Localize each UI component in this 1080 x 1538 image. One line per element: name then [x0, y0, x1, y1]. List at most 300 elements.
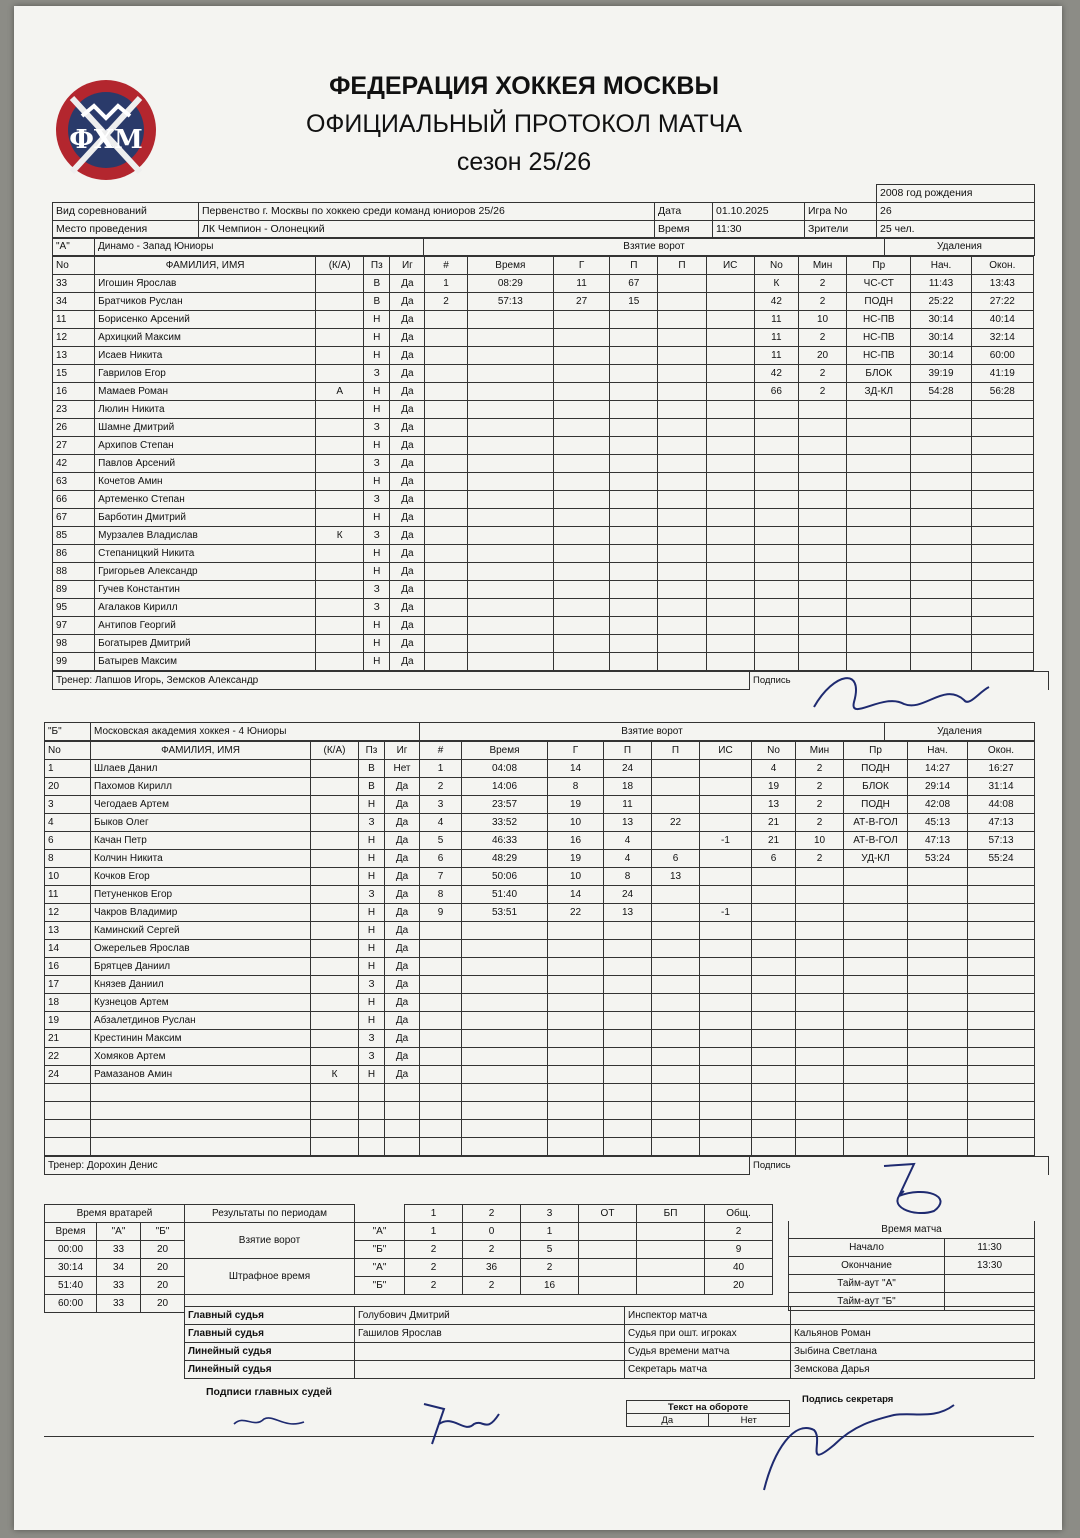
goal-time: 04:08 — [462, 760, 548, 778]
player-name: Качан Петр — [91, 832, 311, 850]
table-row — [53, 275, 1034, 293]
table-row — [45, 1030, 1035, 1048]
goal-situation — [706, 491, 754, 509]
goal-time — [467, 347, 553, 365]
period-value-1: 2 — [463, 1241, 521, 1259]
goal-time: 57:13 — [467, 293, 553, 311]
penalty-player — [754, 509, 798, 527]
goal-scorer — [548, 1102, 604, 1120]
goal-time — [467, 599, 553, 617]
penalty-start — [911, 437, 971, 455]
penalty-player — [752, 1030, 796, 1048]
player-name: Шамне Дмитрий — [95, 419, 316, 437]
penalty-reason — [844, 940, 908, 958]
player-role — [316, 455, 364, 473]
player-number: 21 — [45, 1030, 91, 1048]
penalty-end — [968, 994, 1035, 1012]
penalty-end: 57:13 — [968, 832, 1035, 850]
player-played: Да — [390, 473, 425, 491]
table-row — [45, 868, 1035, 886]
goal-assist-1 — [610, 401, 658, 419]
goal-assist-2 — [652, 832, 700, 850]
col-p1: П — [610, 257, 658, 275]
competition-value: Первенство г. Москвы по хоккею среди команд юниоров 25/26 — [199, 203, 655, 221]
player-number — [45, 1084, 91, 1102]
player-played — [385, 1138, 420, 1156]
goal-time — [467, 563, 553, 581]
table-row — [45, 976, 1035, 994]
period-value-0: 2 — [405, 1259, 463, 1277]
player-number: 18 — [45, 994, 91, 1012]
table-row — [53, 473, 1034, 491]
table-row — [53, 599, 1034, 617]
goal-assist-2 — [658, 545, 706, 563]
penalty-player — [754, 455, 798, 473]
team-b-tag: "Б" — [45, 723, 91, 741]
back-text-no: Нет — [708, 1414, 790, 1427]
goal-number: 1 — [420, 760, 462, 778]
goal-time — [462, 1102, 548, 1120]
player-role: К — [316, 527, 364, 545]
goal-scorer: 11 — [554, 275, 610, 293]
penalty-end — [968, 976, 1035, 994]
penalty-player — [752, 1012, 796, 1030]
team-b-name: Московская академия хоккея - 4 Юниоры — [91, 723, 420, 741]
table-row — [53, 419, 1034, 437]
goal-scorer — [548, 940, 604, 958]
penalty-reason — [847, 617, 911, 635]
penalty-start: 42:08 — [908, 796, 968, 814]
competition-label: Вид соревнований — [53, 203, 199, 221]
penalty-end — [968, 1138, 1035, 1156]
player-name: Люлин Никита — [95, 401, 316, 419]
goal-assist-2 — [652, 1102, 700, 1120]
penalty-player: 42 — [754, 293, 798, 311]
penalty-minutes — [798, 527, 846, 545]
goal-time: 33:52 — [462, 814, 548, 832]
player-position: Н — [364, 545, 390, 563]
goalie-time: 30:14 — [45, 1259, 97, 1277]
player-number: 13 — [53, 347, 95, 365]
penalty-minutes — [798, 473, 846, 491]
player-name: Пахомов Кирилл — [91, 778, 311, 796]
penalty-player — [752, 1048, 796, 1066]
goal-assist-2: 22 — [652, 814, 700, 832]
goal-number — [425, 401, 467, 419]
row-a: "А" — [355, 1223, 405, 1241]
goal-assist-1 — [604, 1084, 652, 1102]
penalty-reason — [844, 1066, 908, 1084]
goal-scorer: 10 — [548, 814, 604, 832]
player-name: Гаврилов Егор — [95, 365, 316, 383]
penalty-start — [911, 491, 971, 509]
goal-situation — [700, 760, 752, 778]
player-position: Н — [364, 635, 390, 653]
goal-time — [467, 329, 553, 347]
player-position: З — [359, 1048, 385, 1066]
penalty-player — [752, 976, 796, 994]
goal-scorer — [554, 347, 610, 365]
player-role — [311, 796, 359, 814]
penalty-reason — [847, 419, 911, 437]
penalty-end — [968, 886, 1035, 904]
period-value-2: 2 — [521, 1259, 579, 1277]
goal-assist-1: 4 — [604, 850, 652, 868]
goal-time — [467, 365, 553, 383]
back-text-label: Текст на обороте — [627, 1401, 790, 1414]
line-ref1-label: Линейный судья — [185, 1343, 355, 1361]
col-ig: Иг — [385, 742, 420, 760]
goal-situation — [700, 940, 752, 958]
penalty-start: 30:14 — [911, 329, 971, 347]
goal-time — [467, 491, 553, 509]
penalty-player — [754, 491, 798, 509]
player-name: Исаев Никита — [95, 347, 316, 365]
goalie-h-a: "А" — [97, 1223, 141, 1241]
goal-situation — [706, 473, 754, 491]
goal-assist-1 — [610, 311, 658, 329]
player-played: Да — [390, 365, 425, 383]
player-played: Да — [390, 581, 425, 599]
back-text-yes: Да — [627, 1414, 709, 1427]
penalty-reason — [847, 545, 911, 563]
goal-situation — [700, 814, 752, 832]
player-role — [311, 778, 359, 796]
player-name: Мурзалев Владислав — [95, 527, 316, 545]
goal-time: 46:33 — [462, 832, 548, 850]
goal-time — [467, 617, 553, 635]
goal-scorer — [554, 527, 610, 545]
player-played: Да — [385, 886, 420, 904]
penalty-minutes — [798, 581, 846, 599]
penalty-minutes — [798, 563, 846, 581]
goal-time — [467, 545, 553, 563]
player-role — [316, 491, 364, 509]
player-name: Мамаев Роман — [95, 383, 316, 401]
penalty-end: 32:14 — [971, 329, 1033, 347]
penalty-player: 13 — [752, 796, 796, 814]
goal-situation — [706, 275, 754, 293]
goal-situation — [706, 653, 754, 671]
goal-assist-2 — [658, 437, 706, 455]
goal-assist-2 — [658, 383, 706, 401]
player-number: 8 — [45, 850, 91, 868]
player-played: Нет — [385, 760, 420, 778]
goal-situation — [706, 545, 754, 563]
goal-scorer: 19 — [548, 796, 604, 814]
goal-assist-1: 24 — [604, 760, 652, 778]
penalty-reason — [844, 976, 908, 994]
table-row — [45, 760, 1035, 778]
match-end: 13:30 — [945, 1257, 1035, 1275]
goal-situation — [706, 383, 754, 401]
goal-assist-1: 18 — [604, 778, 652, 796]
goal-number — [420, 940, 462, 958]
penalty-minutes — [796, 904, 844, 922]
table-row — [53, 545, 1034, 563]
player-played: Да — [390, 311, 425, 329]
penalty-end — [968, 904, 1035, 922]
period-value-3 — [579, 1223, 637, 1241]
penalty-end — [968, 1048, 1035, 1066]
goal-assist-2 — [652, 1066, 700, 1084]
player-number: 23 — [53, 401, 95, 419]
goal-assist-1 — [604, 1048, 652, 1066]
player-name: Гучев Константин — [95, 581, 316, 599]
player-position: Н — [364, 437, 390, 455]
goal-assist-1 — [604, 994, 652, 1012]
penalty-reason: НС-ПВ — [847, 347, 911, 365]
penalty-minutes — [798, 509, 846, 527]
penalty-player — [754, 419, 798, 437]
player-position: З — [364, 455, 390, 473]
match-time-title: Время матча — [789, 1221, 1035, 1239]
officials-left — [184, 1306, 625, 1379]
goal-time — [462, 1030, 548, 1048]
penalty-player — [752, 1102, 796, 1120]
penalty-end: 55:24 — [968, 850, 1035, 868]
player-played: Да — [390, 293, 425, 311]
penalty-start: 30:14 — [911, 347, 971, 365]
goal-number — [420, 994, 462, 1012]
penalty-minutes — [798, 437, 846, 455]
table-row — [45, 1012, 1035, 1030]
goal-number — [425, 455, 467, 473]
goal-situation — [700, 1030, 752, 1048]
goal-situation — [706, 509, 754, 527]
row-b: "Б" — [355, 1241, 405, 1259]
player-role — [316, 347, 364, 365]
period-value-1: 2 — [463, 1277, 521, 1295]
penalty-minutes — [796, 1066, 844, 1084]
goal-assist-1: 15 — [610, 293, 658, 311]
penalty-start — [911, 527, 971, 545]
penalty-minutes — [796, 886, 844, 904]
period-value-5: 9 — [705, 1241, 773, 1259]
player-name: Ожерельев Ярослав — [91, 940, 311, 958]
penalty-reason — [844, 886, 908, 904]
penalty-player — [752, 1138, 796, 1156]
goal-number — [425, 437, 467, 455]
goal-time — [462, 976, 548, 994]
penalty-minutes — [796, 976, 844, 994]
table-row — [53, 635, 1034, 653]
player-number: 34 — [53, 293, 95, 311]
player-name: Архипов Степан — [95, 437, 316, 455]
goal-number — [420, 1084, 462, 1102]
goal-assist-2 — [652, 904, 700, 922]
player-number: 3 — [45, 796, 91, 814]
player-position: Н — [359, 868, 385, 886]
table-row — [45, 1138, 1035, 1156]
goal-scorer: 19 — [548, 850, 604, 868]
penalty-minutes: 2 — [796, 760, 844, 778]
player-position: Н — [364, 311, 390, 329]
penalty-end — [971, 581, 1033, 599]
date-label: Дата — [655, 203, 713, 221]
col-ka: (К/А) — [316, 257, 364, 275]
table-row — [45, 1048, 1035, 1066]
table-row — [45, 958, 1035, 976]
goal-situation — [706, 311, 754, 329]
table-row — [45, 778, 1035, 796]
player-position: В — [364, 275, 390, 293]
penalty-player — [752, 940, 796, 958]
penalty-end — [968, 958, 1035, 976]
goalie-row — [45, 1259, 185, 1277]
goal-number — [425, 599, 467, 617]
player-number: 33 — [53, 275, 95, 293]
goal-assist-1: 8 — [604, 868, 652, 886]
col-p2: П — [652, 742, 700, 760]
penalty-minutes — [796, 1138, 844, 1156]
goal-scorer — [554, 311, 610, 329]
penalty-minutes — [796, 1048, 844, 1066]
player-position: Н — [359, 922, 385, 940]
player-position: З — [359, 814, 385, 832]
penalty-player — [752, 1084, 796, 1102]
goalie-time: 60:00 — [45, 1295, 97, 1313]
goal-assist-2 — [652, 778, 700, 796]
team-a-header — [52, 237, 1035, 256]
goalie-a: 33 — [97, 1277, 141, 1295]
player-played: Да — [390, 437, 425, 455]
player-name: Борисенко Арсений — [95, 311, 316, 329]
player-role: А — [316, 383, 364, 401]
goal-assist-1 — [610, 545, 658, 563]
goal-number — [425, 563, 467, 581]
player-position: З — [364, 581, 390, 599]
goal-assist-2 — [652, 922, 700, 940]
table-row — [45, 1084, 1035, 1102]
goal-number: 7 — [420, 868, 462, 886]
penalty-start — [908, 976, 968, 994]
goal-assist-2 — [658, 401, 706, 419]
goal-assist-1 — [610, 347, 658, 365]
goal-situation — [700, 976, 752, 994]
col-min: Мин — [798, 257, 846, 275]
player-number: 97 — [53, 617, 95, 635]
goal-number — [420, 922, 462, 940]
player-role — [311, 760, 359, 778]
player-played: Да — [390, 545, 425, 563]
timekeeper-label: Судья времени матча — [625, 1343, 791, 1361]
player-position: Н — [364, 329, 390, 347]
penalty-end — [971, 599, 1033, 617]
team-b-sign-label: Подпись — [750, 1157, 1049, 1175]
player-number: 6 — [45, 832, 91, 850]
player-number: 1 — [45, 760, 91, 778]
col-p2: П — [658, 257, 706, 275]
penalty-minutes: 10 — [798, 311, 846, 329]
player-played — [385, 1120, 420, 1138]
goal-number — [420, 976, 462, 994]
penalty-player — [752, 868, 796, 886]
col-no: No — [53, 257, 95, 275]
goal-situation — [700, 922, 752, 940]
penalty-end — [971, 401, 1033, 419]
period-value-4 — [637, 1241, 705, 1259]
penalty-player: 11 — [754, 311, 798, 329]
team-b-rows — [45, 760, 1035, 1156]
penalty-player — [754, 473, 798, 491]
goal-assist-2 — [658, 527, 706, 545]
goal-time — [467, 383, 553, 401]
player-played: Да — [385, 1012, 420, 1030]
penalty-reason: ЧС-СТ — [847, 275, 911, 293]
penalty-minutes — [796, 940, 844, 958]
penalty-reason: АТ-В-ГОЛ — [844, 814, 908, 832]
player-position: В — [359, 778, 385, 796]
penalty-player — [754, 527, 798, 545]
row-a: "А" — [355, 1259, 405, 1277]
goalie-h-time: Время — [45, 1223, 97, 1241]
penalty-reason: ЗД-КЛ — [847, 383, 911, 401]
player-role — [316, 275, 364, 293]
goal-situation — [700, 1012, 752, 1030]
table-row — [45, 994, 1035, 1012]
secretary-label: Секретарь матча — [625, 1361, 791, 1379]
goal-scorer — [554, 329, 610, 347]
player-position: Н — [364, 617, 390, 635]
goal-time — [467, 509, 553, 527]
goal-assist-2 — [658, 581, 706, 599]
penalty-reason — [844, 1102, 908, 1120]
goal-time: 08:29 — [467, 275, 553, 293]
goal-assist-1: 4 — [604, 832, 652, 850]
goal-time — [467, 473, 553, 491]
team-b-section — [44, 722, 1049, 1175]
goal-situation: -1 — [700, 832, 752, 850]
col-start: Нач. — [911, 257, 971, 275]
penalty-minutes — [796, 922, 844, 940]
goal-assist-1 — [610, 383, 658, 401]
player-position: Н — [364, 383, 390, 401]
player-position: Н — [364, 347, 390, 365]
player-played: Да — [390, 635, 425, 653]
goal-assist-2 — [652, 940, 700, 958]
table-row — [53, 563, 1034, 581]
penalty-start: 30:14 — [911, 311, 971, 329]
player-role — [311, 832, 359, 850]
player-role — [311, 976, 359, 994]
penalty-minutes: 2 — [796, 814, 844, 832]
period-value-3 — [579, 1277, 637, 1295]
penalty-player: 19 — [752, 778, 796, 796]
penalty-start: 47:13 — [908, 832, 968, 850]
goal-situation — [700, 796, 752, 814]
goal-assist-2 — [652, 1048, 700, 1066]
goal-number — [425, 635, 467, 653]
goal-number: 3 — [420, 796, 462, 814]
player-name: Чегодаев Артем — [91, 796, 311, 814]
penalty-minutes — [796, 1030, 844, 1048]
penalty-player: 4 — [752, 760, 796, 778]
goal-time: 48:29 — [462, 850, 548, 868]
table-row — [45, 1102, 1035, 1120]
penalty-minutes — [798, 617, 846, 635]
goal-number — [425, 617, 467, 635]
penalty-player — [752, 994, 796, 1012]
goalie-b: 20 — [141, 1295, 185, 1313]
penalty-player: 42 — [754, 365, 798, 383]
timeout-b: Тайм-аут "Б" — [789, 1293, 945, 1311]
player-role — [316, 635, 364, 653]
period-value-5: 2 — [705, 1223, 773, 1241]
goal-situation — [700, 1066, 752, 1084]
col-p1: П — [604, 742, 652, 760]
goal-situation — [706, 581, 754, 599]
